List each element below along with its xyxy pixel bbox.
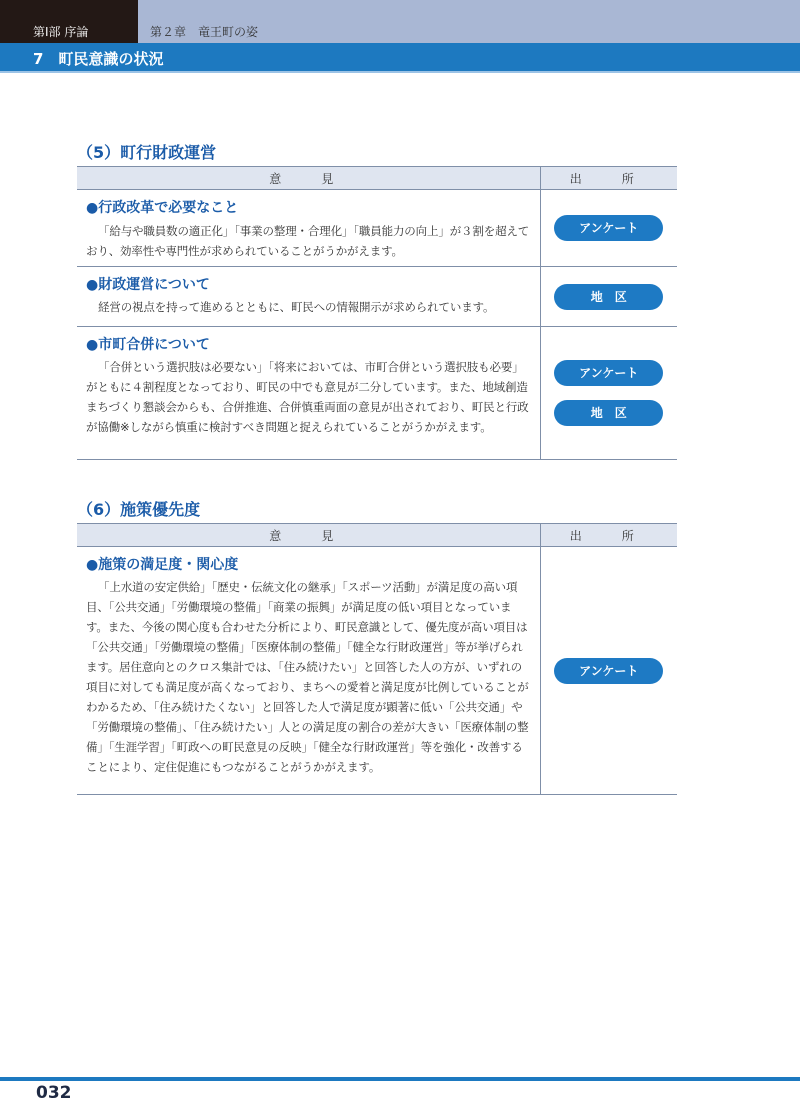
item-heading: ●市町合併について [86, 337, 210, 353]
footer-rule [0, 1077, 800, 1081]
table-row [77, 190, 677, 267]
section-title-bar: 7 町民意識の状況 [0, 43, 800, 71]
item-heading: ●財政運営について [86, 277, 210, 293]
source-cell [540, 190, 677, 267]
opinion-column-header: 意 見 [77, 524, 540, 547]
source-badge-district: 地 区 [554, 284, 663, 310]
source-column-header: 出 所 [540, 167, 677, 190]
table-header-row [77, 167, 677, 190]
table-header-row [77, 524, 677, 547]
part-label: 第Ⅰ部 序論 [0, 0, 138, 43]
opinion-cell [77, 190, 540, 267]
chapter-label: 第２章 竜王町の姿 [150, 25, 259, 39]
section-heading-priority: （6）施策優先度 [77, 500, 201, 519]
page-number: 032 [36, 1083, 72, 1103]
item-body: 「上水道の安定供給」「歴史・伝統文化の継承」「スポーツ活動」が満足度の高い項目、「公共交通」「労働環境の整備」「商業の振興」が満足度の低い項目となっています。また、今後の関心度も合わせた分析により、町民意識として、優先度が高い項目は「公共交通」「労働環境の整備」「医療体制の整備」「健全な行財政運営」等が挙げられます。居住意向とのクロス集計では、「住み続けたい」と回答した人の方が、いずれの項目に対しても満足度が高くなっており、まちへの愛着と満足度が比例していることがわかるため、「住み続けたくない」と回答した人で満足度が顕著に低い「公共交通」や「労働環境の整備」、「住み続けたい」人との満足度の割合の差が大きい「医療体制の整備」「生涯学習」「町政への町民意見の反映」「健全な行財政運営」等を強化・改善することにより、定住促進にもつながることがうかがえます。 [86, 580, 529, 774]
source-badge-survey: アンケート [554, 658, 663, 684]
header-divider [0, 71, 800, 73]
section-heading-finance: （5）町行財政運営 [77, 143, 217, 162]
item-body: 経営の視点を持って進めるとともに、町民への情報開示が求められています。 [98, 300, 495, 314]
opinion-cell [77, 267, 540, 327]
item-heading: ●行政改革で必要なこと [86, 200, 239, 216]
priority-opinion-table [77, 523, 677, 795]
item-body: 「合併という選択肢は必要ない」「将来においては、市町合併という選択肢も必要」がともに４割程度となっており、町民の中でも意見が二分しています。また、地域創造まちづくり懇談会からも、合併推進、合併慎重両面の意見が出されており、町民と行政が協働※しながら慎重に検討すべき問題と捉えられていることがうかがえます。 [86, 360, 529, 434]
source-column-header: 出 所 [540, 524, 677, 547]
opinion-cell [77, 547, 540, 795]
table-row [77, 327, 677, 460]
item-heading: ●施策の満足度・関心度 [86, 557, 239, 573]
source-cell [540, 327, 677, 460]
source-cell [540, 267, 677, 327]
item-body: 「給与や職員数の適正化」「事業の整理・合理化」「職員能力の向上」が３割を超えており、効率性や専門性が求められていることがうかがえます。 [86, 224, 530, 258]
source-badge-district: 地 区 [554, 400, 663, 426]
source-badge-survey: アンケート [554, 360, 663, 386]
source-badge-survey: アンケート [554, 215, 663, 241]
opinion-column-header: 意 見 [77, 167, 540, 190]
finance-opinion-table [77, 166, 677, 460]
table-row [77, 267, 677, 327]
source-cell [540, 547, 677, 795]
opinion-cell [77, 327, 540, 460]
table-row [77, 547, 677, 795]
